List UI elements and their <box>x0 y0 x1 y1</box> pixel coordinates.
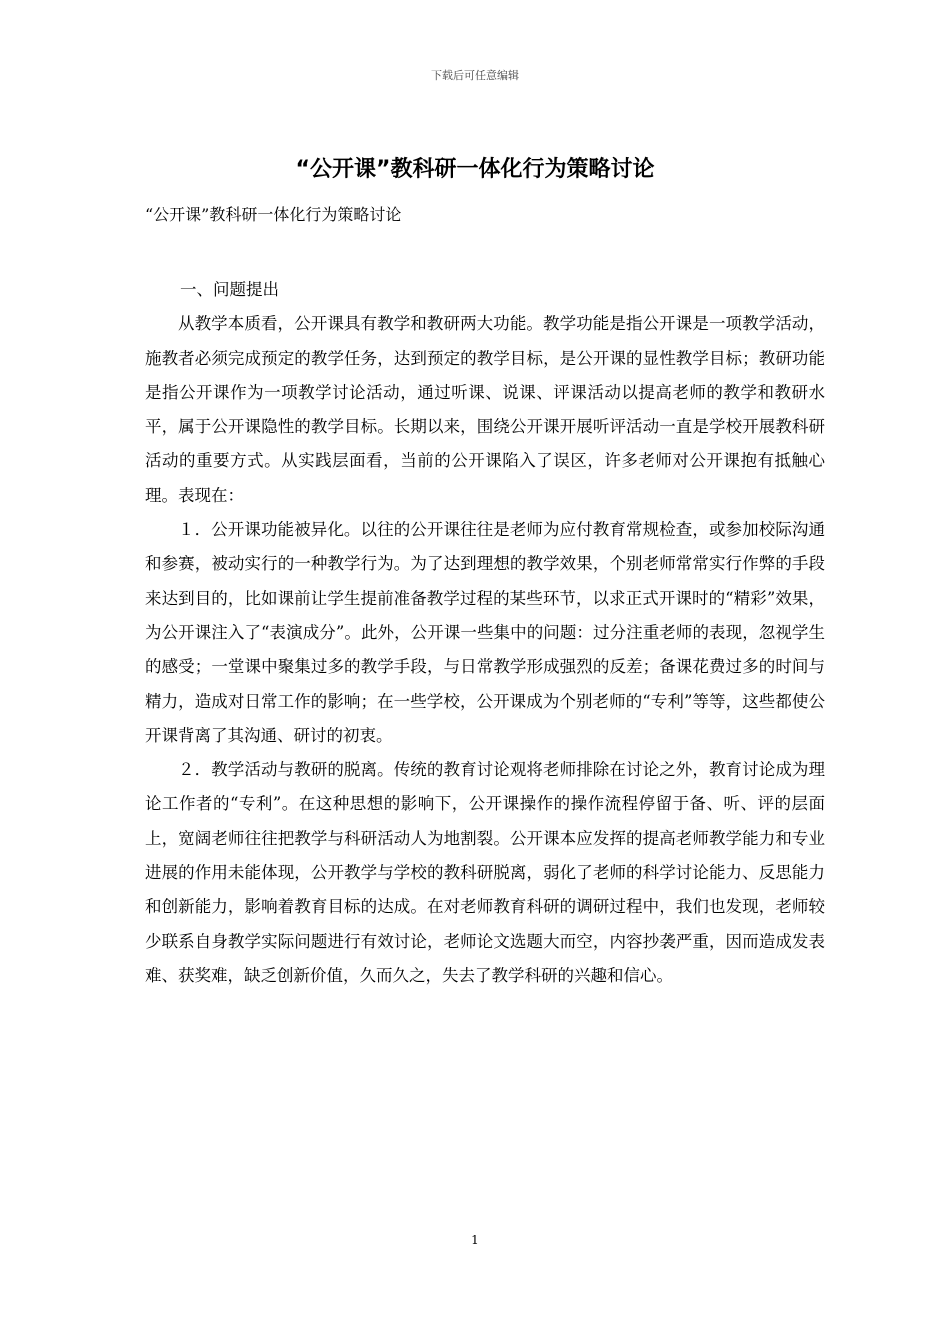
document-title: “公开课”教科研一体化行为策略讨论 <box>295 157 655 182</box>
paragraph-intro: 从教学本质看，公开课具有教学和教研两大功能。教学功能是指公开课是一项教学活动，施教者必须完成预定的教学任务，达到预定的教学目标，是公开课的显性教学目标；教研功能是指公开课作为一项教学讨论活动，通过听课、说课、评课活动以提高老师的教学和教研水平，属于公开课隐性的教学目标。长期以来，围绕公开课开展听评活动一直是学校开展教科研活动的重要方式。从实践层面看，当前的公开课陷入了误区，许多老师对公开课抱有抵触心理。表现在： <box>145 314 825 505</box>
section-heading: 一、问题提出 <box>180 280 279 299</box>
page-header: 下载后可任意编辑 <box>431 69 519 82</box>
document-subtitle: “公开课”教科研一体化行为策略讨论 <box>145 205 402 224</box>
paragraph-point-2: ２．教学活动与教研的脱离。传统的教育讨论观将老师排除在讨论之外，教育讨论成为理论工作者的“专利”。在这种思想的影响下，公开课操作的操作流程停留于备、听、评的层面上，宽阔老师往往把教学与科研活动人为地割裂。公开课本应发挥的提高老师教学能力和专业进展的作用未能体现，公开教学与学校的教科研脱离，弱化了老师的科学讨论能力、反思能力和创新能力，影响着教育目标的达成。在对老师教育科研的调研过程中，我们也发现，老师较少联系自身教学实际问题进行有效讨论，老师论文选题大而空，内容抄袭严重，因而造成发表难、获奖难，缺乏创新价值，久而久之，失去了教学科研的兴趣和信心。 <box>145 760 825 985</box>
page-number: 1 <box>471 1233 479 1247</box>
document-body <box>145 273 825 993</box>
paragraph-point-1: １．公开课功能被异化。以往的公开课往往是老师为应付教育常规检查，或参加校际沟通和参赛，被动实行的一种教学行为。为了达到理想的教学效果，个别老师常常实行作弊的手段来达到目的，比如课前让学生提前准备教学过程的某些环节，以求正式开课时的“精彩”效果，为公开课注入了“表演成分”。此外，公开课一些集中的问题：过分注重老师的表现，忽视学生的感受；一堂课中聚集过多的教学手段，与日常教学形成强烈的反差；备课花费过多的时间与精力，造成对日常工作的影响；在一些学校，公开课成为个别老师的“专利”等等，这些都使公开课背离了其沟通、研讨的初衷。 <box>145 520 825 745</box>
